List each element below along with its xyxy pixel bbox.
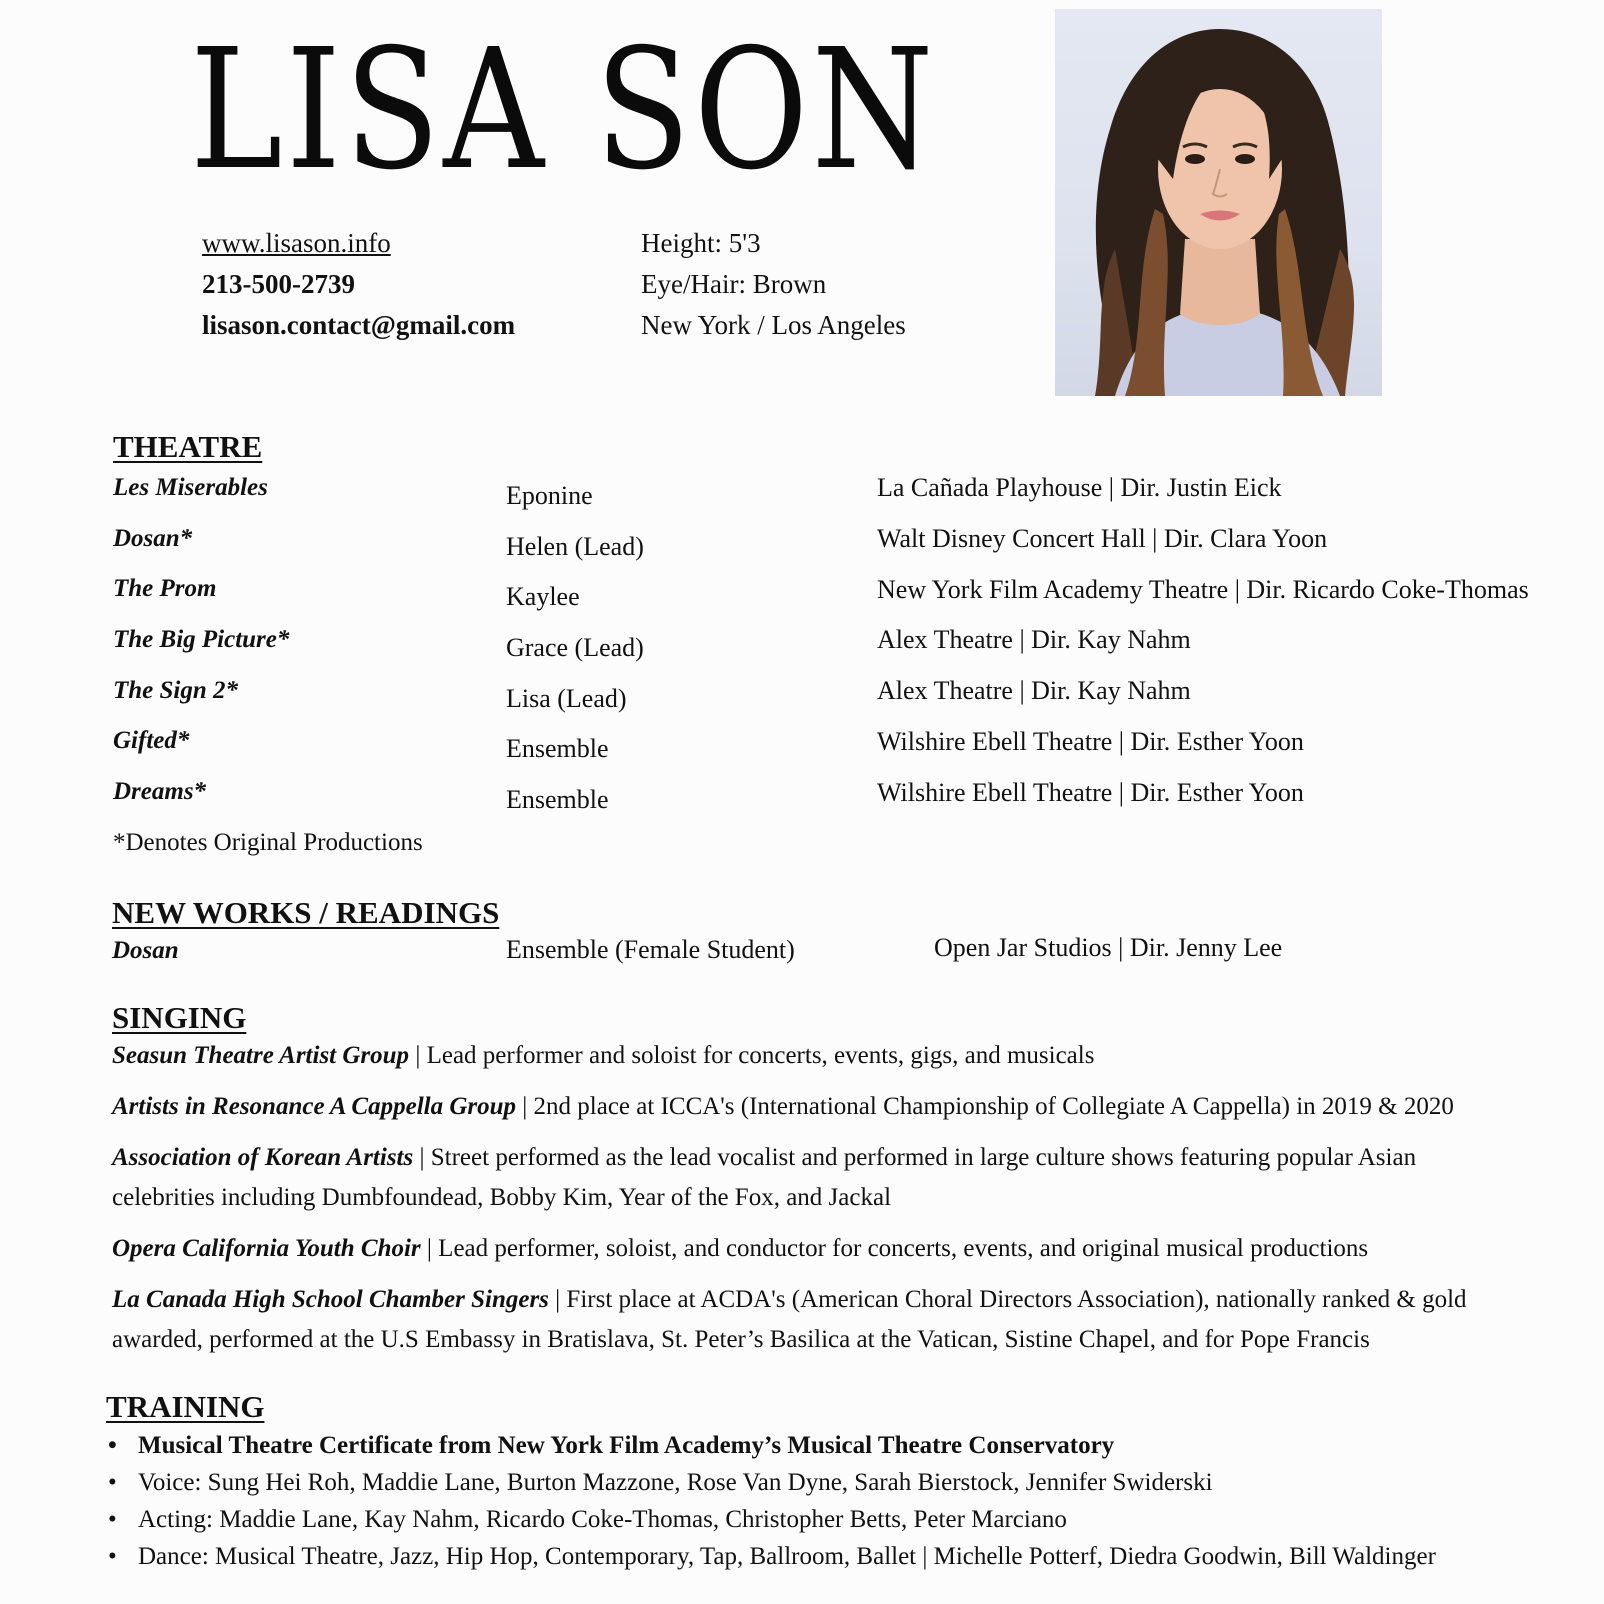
height-stat: Height: 5'3 xyxy=(641,228,761,258)
training-item: • Musical Theatre Certificate from New York Film Academy’s Musical Theatre Conservatory xyxy=(108,1427,1436,1464)
theatre-venue: Wilshire Ebell Theatre | Dir. Esther Yoon xyxy=(877,727,1304,756)
theatre-title: Dosan* xyxy=(113,525,193,552)
theatre-title: The Prom xyxy=(113,575,217,602)
singing-description: Lead performer, soloist, and conductor for concerts, events, and original musical productions xyxy=(438,1235,1369,1262)
singing-description: First place at ACDA's (American Choral Directors Association), nationally ranked & gold awarded, performed at the U.S Embassy in Bratislava, St. Peter’s Basilica at the Vatican, Sistine Chapel, and for Pope Francis xyxy=(112,1286,1467,1353)
singing-separator: | xyxy=(516,1093,534,1120)
singing-item xyxy=(112,1138,1432,1218)
singing-item xyxy=(112,1036,1592,1076)
training-list xyxy=(108,1427,1436,1575)
headshot-illustration xyxy=(1055,9,1382,396)
theatre-title: Les Miserables xyxy=(113,474,268,501)
training-heading: TRAINING xyxy=(106,1389,265,1424)
singing-item xyxy=(112,1087,1592,1127)
singing-group: Association of Korean Artists xyxy=(112,1144,414,1171)
singing-item xyxy=(112,1229,1592,1269)
singing-separator: | xyxy=(420,1235,439,1262)
singing-description: 2nd place at ICCA's (International Championship of Collegiate A Cappella) in 2019 & 2020 xyxy=(533,1093,1454,1120)
theatre-role: Ensemble xyxy=(506,734,609,763)
singing-heading: SINGING xyxy=(112,1000,247,1035)
contact-block xyxy=(202,223,515,346)
theatre-role: Helen (Lead) xyxy=(506,532,644,561)
new-works-venue: Open Jar Studios | Dir. Jenny Lee xyxy=(934,933,1283,962)
singing-group: Artists in Resonance A Cappella Group xyxy=(112,1093,517,1120)
singing-description: Lead performer and soloist for concerts, events, gigs, and musicals xyxy=(426,1042,1095,1069)
theatre-venue: La Cañada Playhouse | Dir. Justin Eick xyxy=(877,473,1282,502)
theatre-role: Ensemble xyxy=(506,785,609,814)
stats-block xyxy=(641,223,906,346)
theatre-role: Grace (Lead) xyxy=(506,633,644,662)
theatre-title: The Big Picture* xyxy=(113,626,290,653)
new-works-role: Ensemble (Female Student) xyxy=(506,935,795,964)
theatre-title: Gifted* xyxy=(113,727,190,754)
original-productions-note: *Denotes Original Productions xyxy=(113,829,423,856)
singing-group: La Canada High School Chamber Singers xyxy=(112,1286,549,1313)
email-address[interactable]: lisason.contact@gmail.com xyxy=(202,310,516,340)
location-stat: New York / Los Angeles xyxy=(641,310,906,340)
theatre-title: Dreams* xyxy=(113,778,207,805)
singing-group: Seasun Theatre Artist Group xyxy=(112,1042,410,1069)
theatre-venue: New York Film Academy Theatre | Dir. Ricardo Coke-Thomas xyxy=(877,575,1529,604)
website-link[interactable]: www.lisason.info xyxy=(202,228,391,258)
theatre-title: The Sign 2* xyxy=(113,677,239,704)
headshot-photo xyxy=(1055,9,1382,396)
theatre-role: Kaylee xyxy=(506,582,580,611)
theatre-venue: Walt Disney Concert Hall | Dir. Clara Yoon xyxy=(877,524,1328,553)
training-item: • Dance: Musical Theatre, Jazz, Hip Hop, Contemporary, Tap, Ballroom, Ballet | Michelle Potterf, Diedra Goodwin, Bill Waldinger xyxy=(108,1538,1436,1575)
theatre-heading: THEATRE xyxy=(113,429,263,464)
new-works-heading: NEW WORKS / READINGS xyxy=(112,895,500,930)
theatre-venue: Alex Theatre | Dir. Kay Nahm xyxy=(877,676,1191,705)
theatre-role: Lisa (Lead) xyxy=(506,684,627,713)
singing-description: Street performed as the lead vocalist and performed in large culture shows featuring popular Asian celebrities including Dumbfoundead, Bobby Kim, Year of the Fox, and Jackal xyxy=(112,1144,1417,1211)
singing-item xyxy=(112,1280,1502,1360)
theatre-role: Eponine xyxy=(506,481,593,510)
singing-separator: | xyxy=(548,1286,567,1313)
training-item: • Acting: Maddie Lane, Kay Nahm, Ricardo Coke-Thomas, Christopher Betts, Peter Marciano xyxy=(108,1501,1436,1538)
singing-group: Opera California Youth Choir xyxy=(112,1235,421,1262)
theatre-venue: Alex Theatre | Dir. Kay Nahm xyxy=(877,625,1191,654)
new-works-title: Dosan xyxy=(112,937,179,964)
eye-hair-stat: Eye/Hair: Brown xyxy=(641,269,827,299)
theatre-venue: Wilshire Ebell Theatre | Dir. Esther Yoon xyxy=(877,778,1304,807)
training-item: • Voice: Sung Hei Roh, Maddie Lane, Burton Mazzone, Rose Van Dyne, Sarah Bierstock, Jennifer Swiderski xyxy=(108,1464,1436,1501)
singing-separator: | xyxy=(409,1042,427,1069)
singing-separator: | xyxy=(413,1144,431,1171)
resume-name: LISA SON xyxy=(190,14,937,207)
phone-number: 213-500-2739 xyxy=(202,269,355,299)
